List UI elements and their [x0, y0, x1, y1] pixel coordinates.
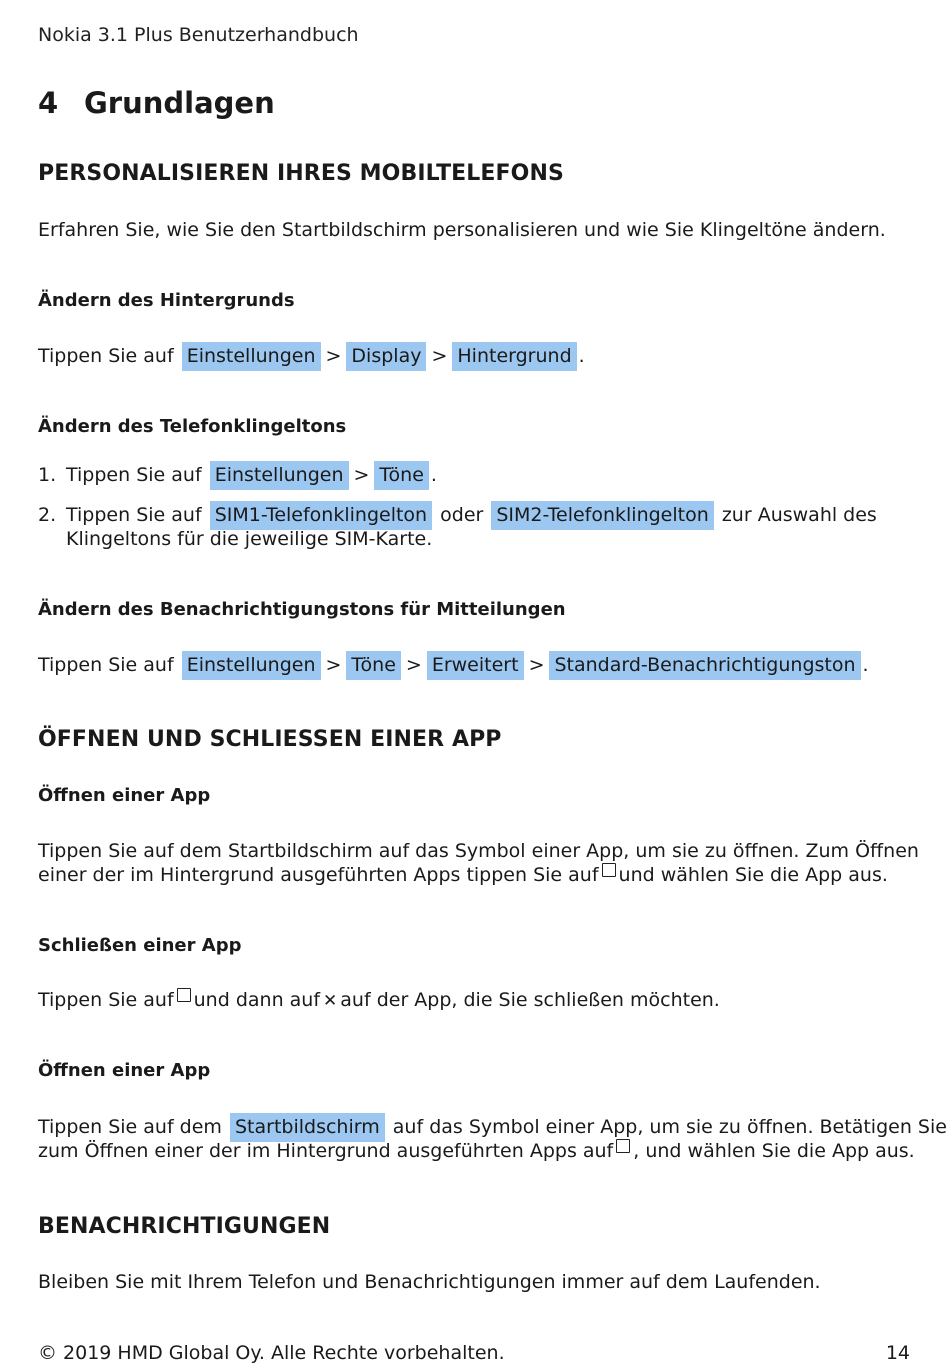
recent-apps-icon	[602, 863, 616, 877]
text-fragment: auf der App, die Sie schließen möchten.	[340, 989, 720, 1011]
text-fragment: Tippen Sie auf	[66, 464, 202, 486]
path-separator: >	[325, 345, 342, 367]
path-separator: >	[528, 654, 545, 676]
instruction-ringtone-step2-cont: Klingeltons für die jeweilige SIM-Karte.	[66, 528, 433, 550]
path-settings: Einstellungen	[182, 342, 321, 371]
page-number: 14	[885, 1342, 910, 1364]
text-open-app2-line2	[38, 1139, 915, 1163]
path-separator: >	[405, 654, 422, 676]
text-fragment: Tippen Sie auf	[38, 989, 174, 1011]
path-sounds: Töne	[374, 461, 428, 490]
option-sim2-ringtone: SIM2-Telefonklingelton	[491, 501, 713, 530]
text-open-app-line1: Tippen Sie auf dem Startbildschirm auf das Symbol einer App, um sie zu öffnen. Zum Öffnen	[38, 840, 919, 862]
instruction-notification-tone	[38, 653, 869, 677]
text-fragment: Tippen Sie auf dem	[38, 1116, 222, 1138]
path-sounds: Töne	[346, 651, 400, 680]
text-fragment: und dann auf	[193, 989, 321, 1011]
text-fragment: und wählen Sie die App aus.	[618, 864, 888, 886]
path-display: Display	[346, 342, 426, 371]
subheading-close-app: Schließen einer App	[38, 935, 242, 956]
text-fragment: , und wählen Sie die App aus.	[633, 1140, 915, 1162]
text-fragment: oder	[440, 504, 484, 526]
text-fragment: zur Auswahl des	[721, 504, 877, 526]
text-fragment: Tippen Sie auf	[66, 504, 202, 526]
text-notifications: Bleiben Sie mit Ihrem Telefon und Benachrichtigungen immer auf dem Laufenden.	[38, 1271, 821, 1293]
section-heading-personalize: PERSONALISIEREN IHRES MOBILTELEFONS	[38, 161, 564, 186]
section-heading-open-close: ÖFFNEN UND SCHLIESSEN EINER APP	[38, 727, 502, 752]
recent-apps-icon	[177, 988, 191, 1002]
close-icon: ✕	[323, 991, 338, 1011]
path-background: Hintergrund	[452, 342, 576, 371]
instruction-background	[38, 344, 585, 368]
footer-copyright: © 2019 HMD Global Oy. Alle Rechte vorbehalten.	[38, 1342, 505, 1364]
section-intro-personalize: Erfahren Sie, wie Sie den Startbildschirm personalisieren und wie Sie Klingeltöne ändern.	[38, 219, 886, 241]
text-fragment: einer der im Hintergrund ausgeführten Apps tippen Sie auf	[38, 864, 599, 886]
text-close-app	[38, 988, 720, 1013]
option-sim1-ringtone: SIM1-Telefonklingelton	[210, 501, 432, 530]
text-fragment: .	[430, 464, 437, 486]
term-home-screen: Startbildschirm	[230, 1113, 385, 1142]
path-separator: >	[325, 654, 342, 676]
page-header: Nokia 3.1 Plus Benutzerhandbuch	[38, 24, 359, 46]
instruction-ringtone-step1	[38, 463, 437, 487]
text-open-app-line2	[38, 863, 888, 887]
list-number: 2.	[38, 504, 57, 526]
path-default-notification-sound: Standard-Benachrichtigungston	[549, 651, 860, 680]
text-fragment: .	[578, 345, 585, 367]
text-fragment: zum Öffnen einer der im Hintergrund ausgeführten Apps auf	[38, 1140, 614, 1162]
subheading-ringtone: Ändern des Telefonklingeltons	[38, 416, 347, 437]
section-heading-notifications: BENACHRICHTIGUNGEN	[38, 1214, 331, 1239]
chapter-title	[38, 86, 275, 120]
recent-apps-icon	[616, 1139, 630, 1153]
instruction-ringtone-step2	[38, 503, 877, 527]
subheading-notification-tone: Ändern des Benachrichtigungstons für Mitteilungen	[38, 599, 566, 620]
text-fragment: Tippen Sie auf	[38, 654, 174, 676]
text-fragment: Tippen Sie auf	[38, 345, 174, 367]
path-advanced: Erweitert	[427, 651, 524, 680]
chapter-name: Grundlagen	[84, 86, 275, 120]
path-separator: >	[431, 345, 448, 367]
list-number: 1.	[38, 464, 57, 486]
text-open-app2-line1	[38, 1115, 947, 1139]
subheading-open-app: Öffnen einer App	[38, 785, 211, 806]
path-settings: Einstellungen	[182, 651, 321, 680]
subheading-open-app-2: Öffnen einer App	[38, 1060, 211, 1081]
chapter-number: 4	[38, 86, 59, 120]
path-settings: Einstellungen	[210, 461, 349, 490]
path-separator: >	[353, 464, 370, 486]
text-fragment: .	[862, 654, 869, 676]
subheading-background: Ändern des Hintergrunds	[38, 290, 295, 311]
text-fragment: auf das Symbol einer App, um sie zu öffnen. Betätigen Sie	[392, 1116, 947, 1138]
